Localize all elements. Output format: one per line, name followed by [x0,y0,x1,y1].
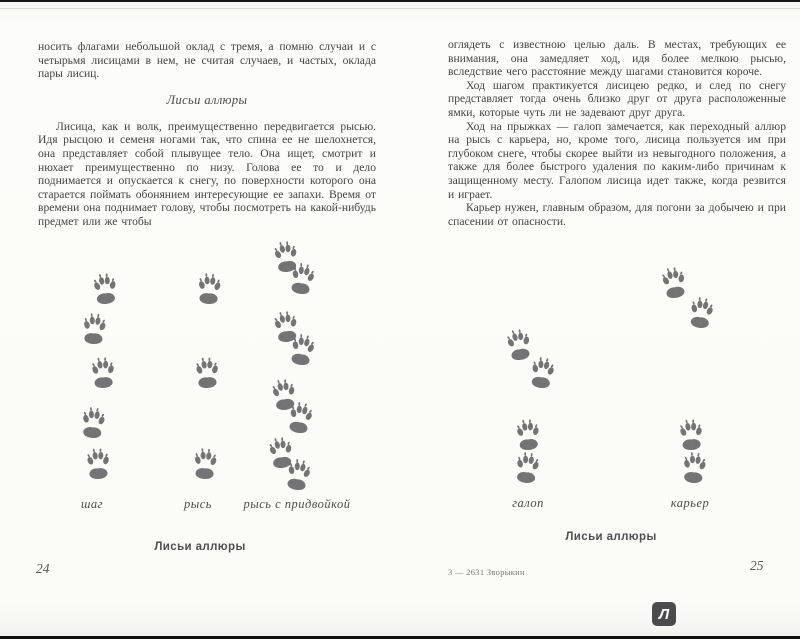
page-number-right: 25 [750,558,764,573]
paw-print-icon [193,271,225,309]
paw-print-icon [282,399,318,440]
paw-print-icon [656,264,692,305]
page-right [400,0,800,639]
paw-print-icon [284,331,320,372]
paw-print-icon [191,355,223,393]
figure-fox-tracks-right [400,0,800,639]
track-label: шаг [80,497,104,511]
paw-print-icon [189,446,221,484]
paw-print-icon [510,450,544,489]
page-number-left: 24 [36,561,50,576]
track-label: рысь с придвойкой [243,497,351,511]
paragraph: носить флагами небольшой оклад с тремя, а помню случаи и с четырьмя лисицами в нем, не считая случаев, и частых, оклада пары лисиц. [38,40,376,81]
paw-print-icon [525,354,560,394]
paragraph: Ход на прыжках — галоп замечается, как переходный аллюр на рысь с карьера, но, кроме того, лисица пользуется им при глубоком снеге, чтобы скорее выйти из невыгодного положения, а также для более быстрого удаления по каким-либо причинам к защищенному месту. Галопом лисица идет также, когда резвится и играет. [448,119,786,201]
section-heading: Лисьи аллюры [166,92,248,107]
paragraph: оглядеть с известною целью даль. В местах, требующих ее внимания, она замедляет ход, идя более мелкою рысью, вследствие чего расстояние между шагами становится короче. [448,38,786,79]
paw-print-icon [76,405,109,443]
track-label: галоп [512,496,544,510]
paw-print-icon [677,450,710,488]
track-label: карьер [670,496,710,510]
printers-signature-mark: 3 — 2631 Зворыкин [448,567,525,577]
paragraph: Карьер нужен, главным образом, для погони за добычею и при спасении от опасности. [448,201,786,228]
paw-print-icon [280,456,316,497]
paragraph: Ход шагом практикуется лисицею редко, и след по снегу представляет тогда очень близко друг от друга расположенные ямки, которые чуть ли не задевают друг друга. [448,78,786,119]
paw-print-icon [87,355,119,393]
labirint-logo-watermark [652,602,676,626]
paw-print-icon [684,294,719,334]
paw-print-icon [78,311,110,349]
labirint-logo-letter: Л [658,605,670,623]
paw-print-icon [88,271,122,310]
figure-caption: Лисьи аллюры [154,541,246,553]
track-label: рысь [184,497,212,511]
paw-print-icon [82,446,114,484]
paw-print-icon [284,260,320,301]
paragraph: Лисица, как и волк, преимущественно передвигается рысью. Идя рысцою и семеня ногами так, что спина ее не шелохнется, она представляет собой плывущее тело. Она ищет, смотрит и нюхает преимущественно по низу. Голова ее то и дело поднимается и опускается к снегу, по поверхности которого она старается поймать обонянием интересующие ее запахи. Время от времени она поднимает голову, чтобы посмотреть на какой-нибудь предмет или же чтобы [38,119,376,228]
figure-caption: Лисьи аллюры [565,531,657,543]
